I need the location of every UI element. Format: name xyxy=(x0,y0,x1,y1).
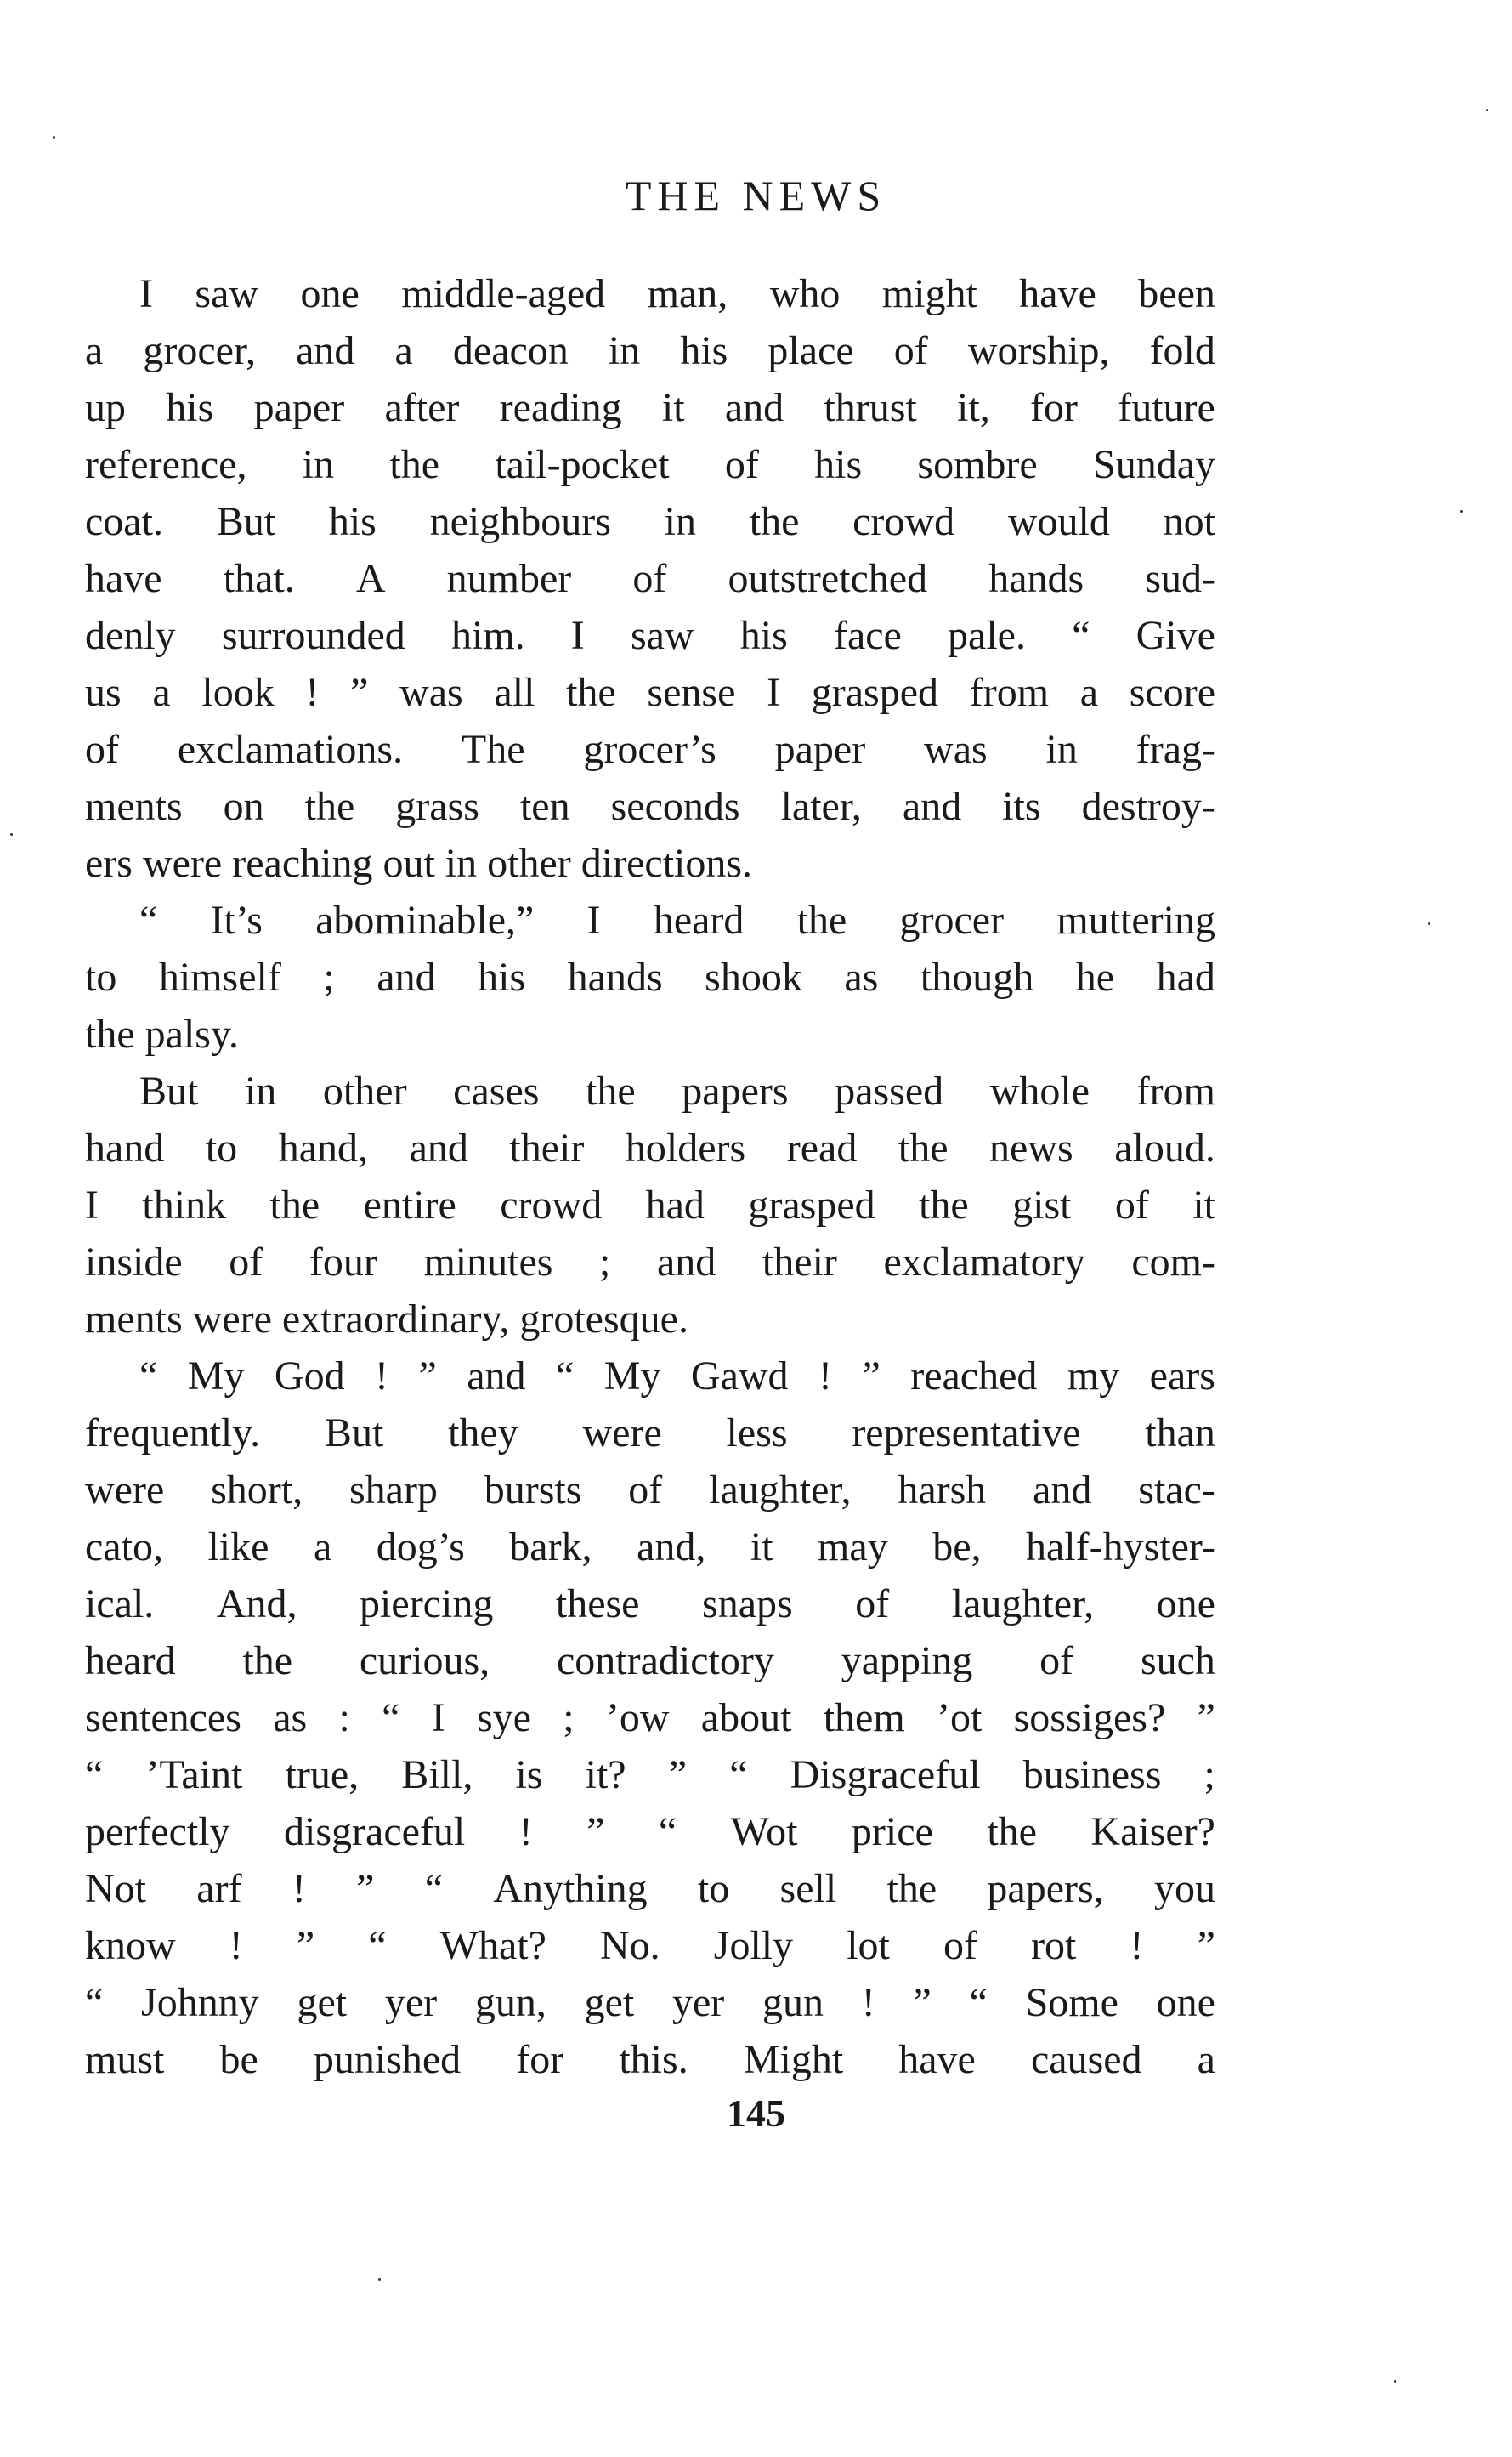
text-line: the palsy. xyxy=(85,1012,239,1057)
text-line: ments on the grass ten seconds later, and its destroy- xyxy=(85,784,1215,829)
body-text xyxy=(85,265,1215,2088)
text-line: of exclamations. The grocer’s paper was in frag- xyxy=(85,727,1215,772)
paper-speck xyxy=(1394,2380,1396,2383)
text-line: frequently. But they were less representative than xyxy=(85,1410,1215,1455)
text-line: heard the curious, contradictory yapping of such xyxy=(85,1638,1215,1683)
text-line: must be punished for this. Might have caused a xyxy=(85,2037,1215,2082)
text-line: ers were reaching out in other directions. xyxy=(85,841,753,886)
text-line: Not arf ! ” “ Anything to sell the papers, you xyxy=(85,1866,1215,1911)
text-line: I think the entire crowd had grasped the gist of it xyxy=(85,1183,1215,1228)
text-line: were short, sharp bursts of laughter, harsh and stac- xyxy=(85,1467,1215,1512)
paper-speck xyxy=(378,2278,381,2281)
text-line: ments were extraordinary, grotesque. xyxy=(85,1297,688,1342)
paper-speck xyxy=(1460,510,1463,513)
page-number: 145 xyxy=(727,2091,785,2135)
text-line: “ My God ! ” and “ My Gawd ! ” reached my ears xyxy=(139,1353,1215,1399)
text-line: know ! ” “ What? No. Jolly lot of rot ! ” xyxy=(85,1923,1215,1968)
paper-speck xyxy=(10,833,13,836)
text-line: perfectly disgraceful ! ” “ Wot price the Kaiser? xyxy=(85,1809,1215,1854)
text-line: to himself ; and his hands shook as though he had xyxy=(85,955,1215,1000)
text-line: reference, in the tail-pocket of his sombre Sunday xyxy=(85,442,1215,487)
text-line: “ It’s abominable,” I heard the grocer muttering xyxy=(139,898,1215,943)
text-line: us a look ! ” was all the sense I grasped from a score xyxy=(85,670,1215,715)
text-line: up his paper after reading it and thrust it, for future xyxy=(85,385,1215,430)
text-line: sentences as : “ I sye ; ’ow about them ’ot sossiges? ” xyxy=(85,1695,1215,1740)
text-line: coat. But his neighbours in the crowd would not xyxy=(85,499,1215,544)
text-line: hand to hand, and their holders read the news aloud. xyxy=(85,1126,1215,1171)
running-head: THE NEWS xyxy=(625,172,887,219)
text-line: inside of four minutes ; and their exclamatory com- xyxy=(85,1240,1215,1285)
text-line: denly surrounded him. I saw his face pale. “ Give xyxy=(85,613,1215,658)
text-line: “ Johnny get yer gun, get yer gun ! ” “ Some one xyxy=(85,1980,1215,2025)
text-line: ical. And, piercing these snaps of laughter, one xyxy=(85,1581,1215,1626)
text-line: I saw one middle-aged man, who might have been xyxy=(139,271,1215,316)
paper-speck xyxy=(53,136,55,139)
text-line: “ ’Taint true, Bill, is it? ” “ Disgraceful business ; xyxy=(85,1752,1215,1797)
paper-speck xyxy=(1428,922,1430,925)
text-line: cato, like a dog’s bark, and, it may be, half-hyster- xyxy=(85,1524,1215,1569)
text-line: have that. A number of outstretched hands sud- xyxy=(85,556,1215,601)
paper-speck xyxy=(1486,109,1488,111)
text-line: But in other cases the papers passed whole from xyxy=(139,1069,1215,1114)
text-line: a grocer, and a deacon in his place of worship, fold xyxy=(85,328,1215,373)
